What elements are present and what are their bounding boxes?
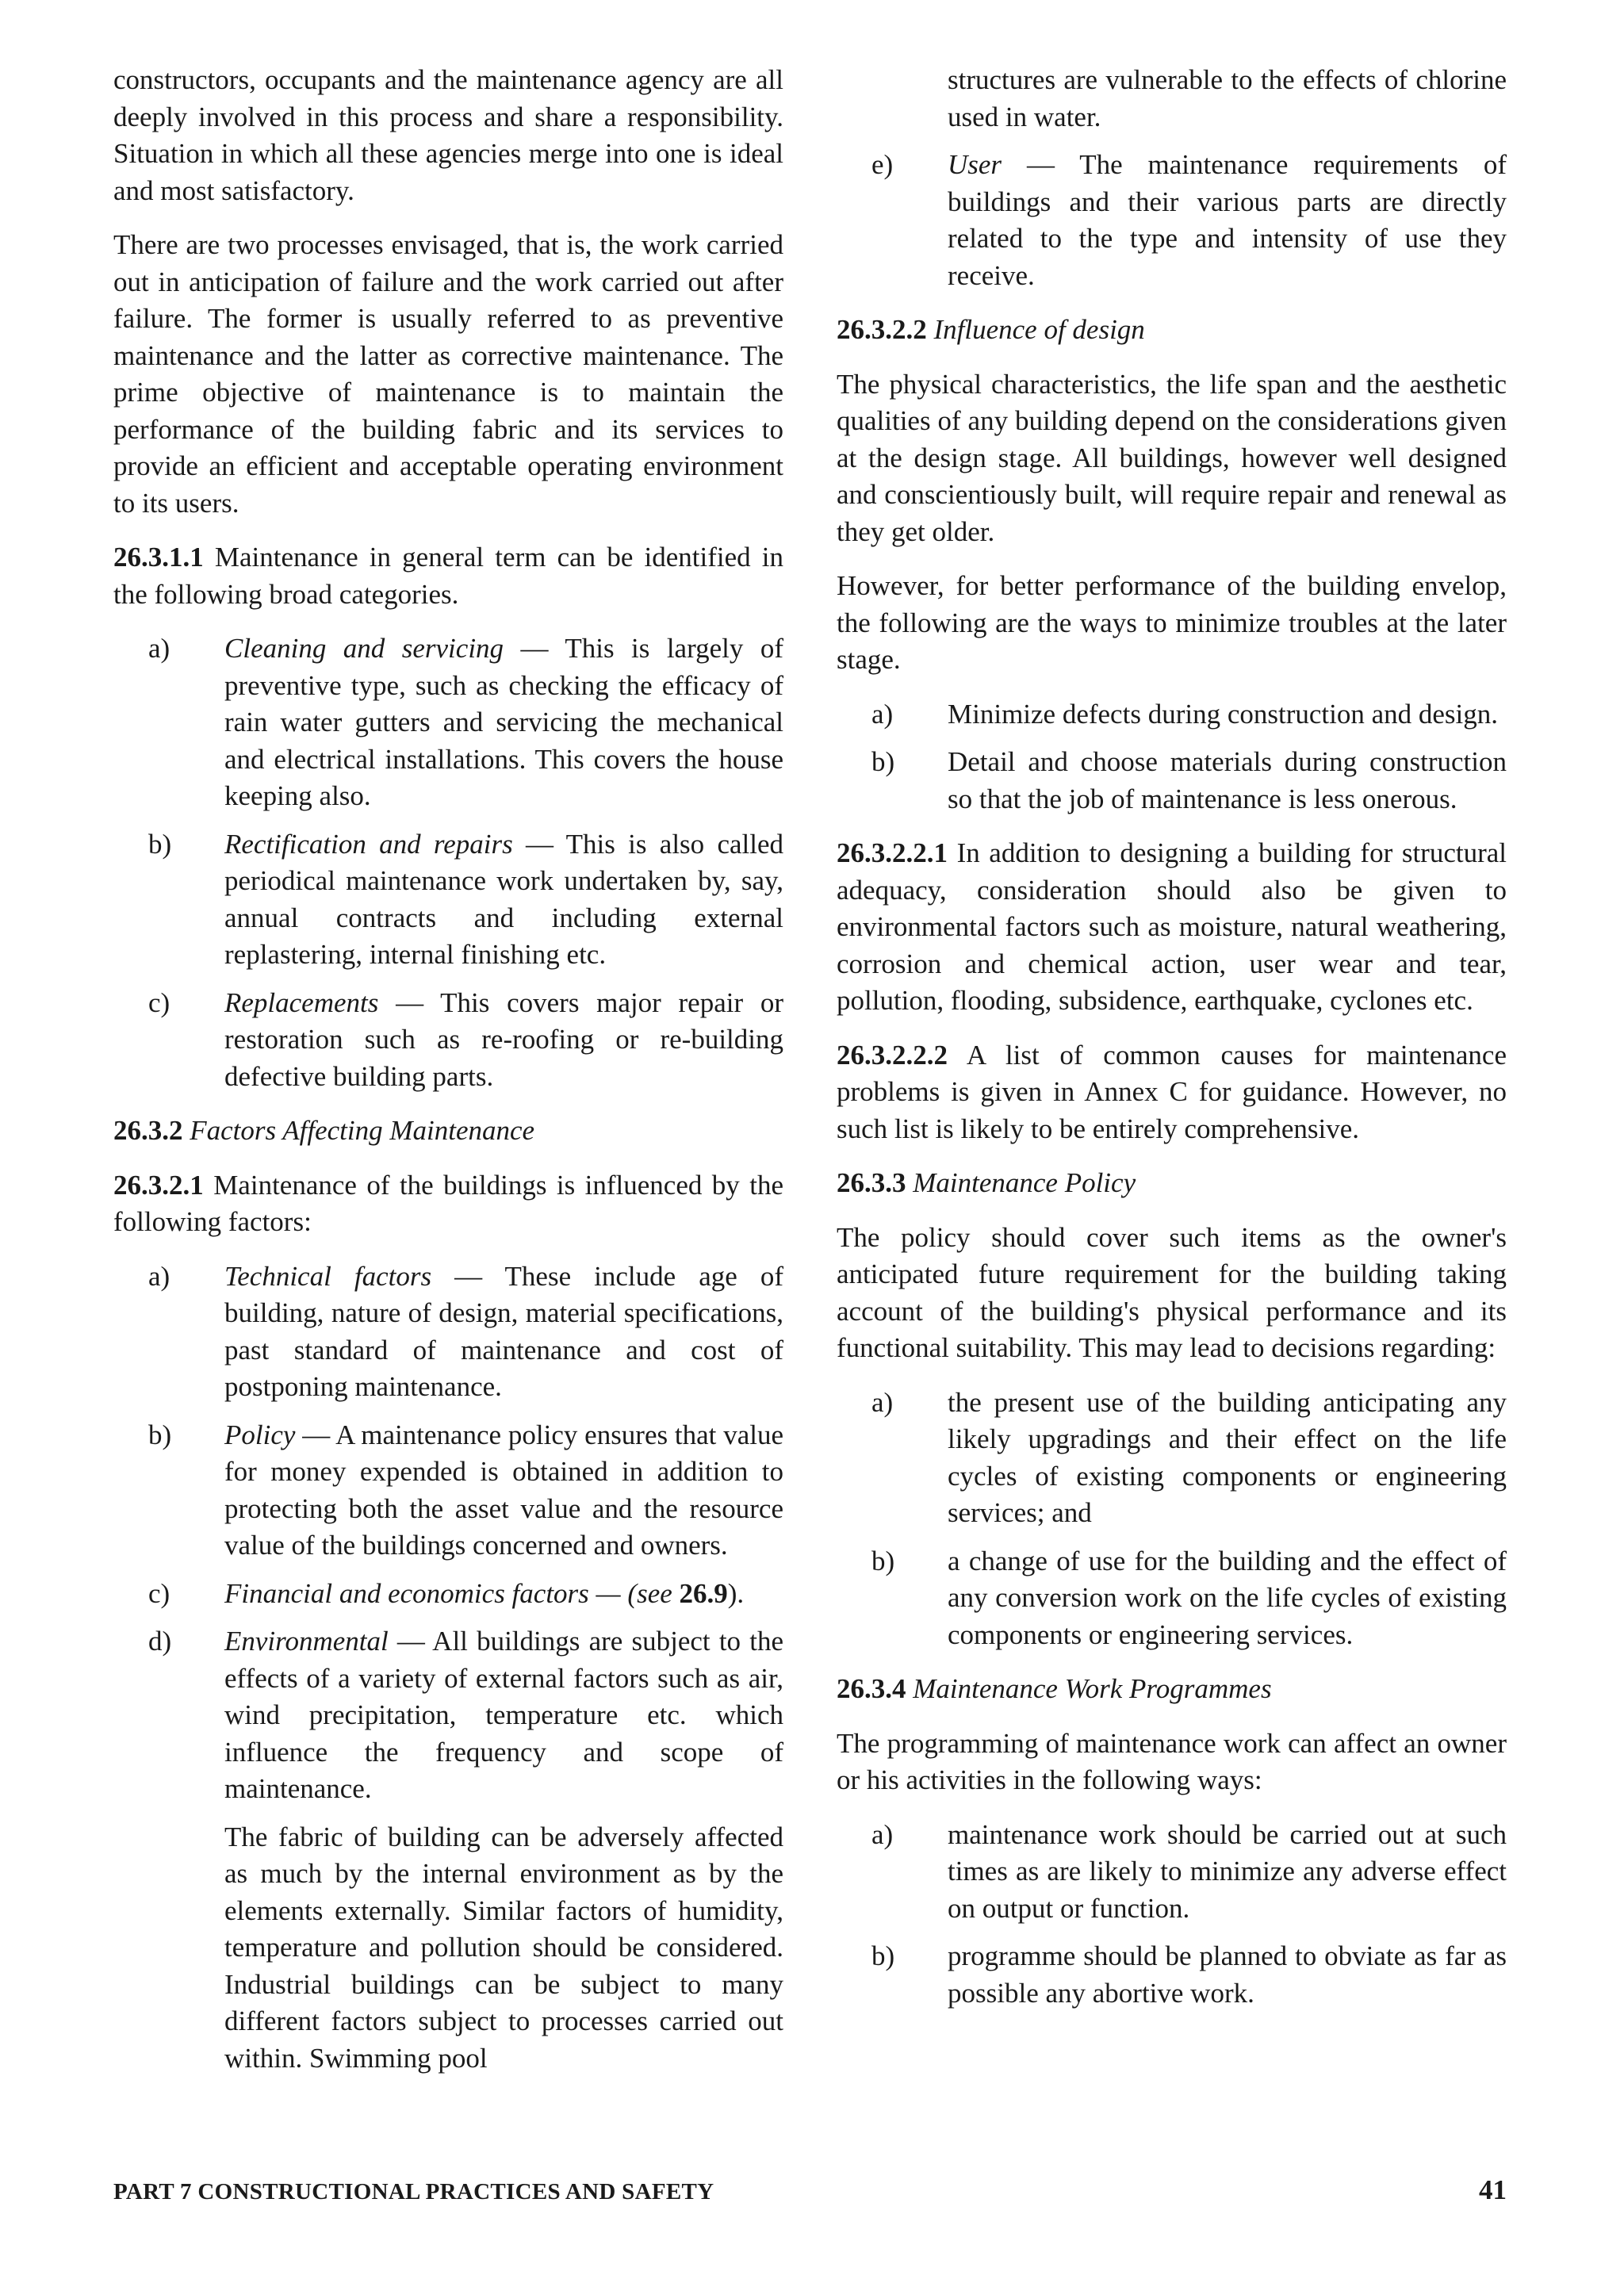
section-number: 26.3.2 [113, 1115, 183, 1146]
clause-text: Maintenance in general term can be identified in the following broad categories. [113, 542, 783, 610]
list-item [113, 1258, 783, 1406]
item-lead: Technical factors [224, 1260, 432, 1292]
item-text: — A maintenance policy ensures that value for money expended is obtained in addition to protecting both the asset value and the resource value of the buildings concerned and owners. [224, 1419, 783, 1561]
item-lead: User [948, 149, 1002, 180]
item-marker: d) [148, 1626, 172, 1657]
item-marker: b) [148, 1419, 172, 1450]
item-lead: Policy [224, 1419, 296, 1450]
item-text: — (see [588, 1577, 680, 1609]
item-marker: e) [871, 149, 894, 180]
item-marker: a) [871, 1818, 894, 1850]
list-item [837, 1543, 1507, 1654]
item-lead: Replacements [224, 986, 379, 1018]
section-title: Maintenance Policy [913, 1167, 1136, 1198]
item-text: ). [727, 1577, 745, 1609]
item-marker: b) [148, 828, 172, 860]
item-marker: b) [871, 1545, 895, 1576]
item-text: a change of use for the building and the effect of any conversion work on the life cycles of existing components or engineering services. [948, 1545, 1507, 1650]
item-marker: c) [148, 986, 170, 1018]
item-text: Detail and choose materials during construction so that the job of maintenance is less onerous. [948, 746, 1507, 814]
item-text: programme should be planned to obviate as far as possible any abortive work. [948, 1940, 1507, 2009]
item-lead: Environmental [224, 1626, 389, 1657]
clause-number: 26.3.2.1 [113, 1169, 204, 1201]
paragraph: There are two processes envisaged, that is, the work carried out in anticipation of failure and the work carried out after failure. The former is usually referred to as preventive maintenance and the latter as corrective maintenance. The prime objective of maintenance is to maintain the performance of the building fabric and its services to provide an efficient and acceptable operating environment to its users. [113, 229, 783, 519]
item-marker: a) [871, 1386, 894, 1418]
list-item [837, 744, 1507, 818]
list-item [837, 1817, 1507, 1928]
item-lead: Financial and economics factors [224, 1577, 589, 1609]
clause-number: 26.3.2.2.1 [837, 837, 948, 868]
list-item [113, 630, 783, 815]
clause-26-3-2-2-2 [837, 1037, 1507, 1148]
clause-text: In addition to designing a building for structural adequacy, consideration should also be given to environmental factors such as moisture, natural weathering, corrosion and chemical action, user wear and tear, pollution, flooding, subsidence, earthquake, cyclones etc. [837, 837, 1507, 1016]
paragraph: The programming of maintenance work can affect an owner or his activities in the following ways: [837, 1727, 1507, 1795]
right-column [837, 62, 1507, 2029]
item-marker: c) [148, 1577, 170, 1609]
section-title: Factors Affecting Maintenance [190, 1115, 535, 1146]
paragraph: constructors, occupants and the maintenance agency are all deeply involved in this process and share a responsibility. Situation in which all these agencies merge into one is ideal and most satisfactory. [113, 64, 783, 206]
item-marker: b) [871, 746, 895, 777]
clause-26-3-2-1 [113, 1167, 783, 1241]
left-column [113, 62, 783, 2094]
item-text: — All buildings are subject to the effects of a variety of external factors such as air, wind precipitation, temperature etc. which influence the frequency and scope of maintenance. [224, 1626, 783, 1804]
clause-26-3-2-2-1 [837, 835, 1507, 1020]
item-text: — This is largely of preventive type, such as checking the efficacy of rain water gutters and servicing the mechanical and electrical installations. This covers the house keeping also. [224, 633, 783, 811]
item-text: — This covers major repair or restoration such as re-roofing or re-building defective building parts. [224, 986, 783, 1092]
list-item [837, 1938, 1507, 2012]
clause-text: Maintenance of the buildings is influenced by the following factors: [113, 1169, 783, 1237]
section-heading-26-3-3 [837, 1165, 1507, 1202]
clause-26-3-1-1 [113, 539, 783, 613]
section-number: 26.3.3 [837, 1167, 906, 1198]
list-item [113, 985, 783, 1096]
list-item-continuation: The fabric of building can be adversely affected as much by the internal environment as by the elements externally. Similar factors of humidity, temperature and pollution should be considered. Industrial buildings can be subject to many different factors subject to processes carried out within. Swimming pool [224, 1821, 783, 2074]
item-marker: a) [148, 633, 170, 664]
clause-number: 26.3.2.2.2 [837, 1039, 948, 1071]
factor-list-continued [837, 147, 1507, 294]
running-footer: PART 7 CONSTRUCTIONAL PRACTICES AND SAFETY [113, 2179, 714, 2204]
list-item [113, 1576, 783, 1613]
list-item [113, 826, 783, 974]
item-text: — These include age of building, nature of design, material specifications, past standard of maintenance and cost of postponing maintenance. [224, 1260, 783, 1402]
item-text: the present use of the building anticipating any likely upgradings and their effect on the life cycles of existing components or engineering services; and [948, 1386, 1507, 1528]
list-item-continuation: structures are vulnerable to the effects of chlorine used in water. [948, 64, 1507, 132]
section-number: 26.3.2.2 [837, 314, 927, 345]
list-item [837, 147, 1507, 294]
ways-list [837, 696, 1507, 818]
list-item [837, 696, 1507, 734]
list-item [113, 1623, 783, 1808]
paragraph: The policy should cover such items as the owner's anticipated future requirement for the building taking account of the building's physical performance and its functional suitability. This may lead to decisions regarding: [837, 1221, 1507, 1363]
factor-list [113, 1258, 783, 2078]
section-title: Influence of design [933, 314, 1145, 345]
item-lead: Rectification and repairs [224, 828, 513, 860]
section-heading-26-3-2 [113, 1113, 783, 1150]
category-list [113, 630, 783, 1095]
page-number: 41 [1479, 2174, 1507, 2205]
clause-number: 26.3.1.1 [113, 542, 204, 573]
item-text: maintenance work should be carried out at such times as are likely to minimize any adverse effect on output or function. [948, 1818, 1507, 1924]
section-title: Maintenance Work Programmes [913, 1673, 1272, 1704]
item-text: — The maintenance requirements of buildings and their various parts are directly related to the type and intensity of use they receive. [948, 149, 1507, 291]
programme-list [837, 1817, 1507, 2013]
paragraph: The physical characteristics, the life span and the aesthetic qualities of any building depend on the considerations given at the design stage. All buildings, however well designed and conscientiously built, will require repair and renewal as they get older. [837, 368, 1507, 547]
section-heading-26-3-4 [837, 1671, 1507, 1708]
item-marker: a) [148, 1260, 170, 1292]
cross-reference: 26.9 [679, 1577, 728, 1609]
list-item [837, 1385, 1507, 1532]
paragraph: However, for better performance of the building envelop, the following are the ways to minimize troubles at the later stage. [837, 570, 1507, 675]
section-heading-26-3-2-2 [837, 312, 1507, 349]
item-lead: Cleaning and servicing [224, 633, 504, 664]
list-item [113, 1417, 783, 1565]
clause-text: A list of common causes for maintenance problems is given in Annex C for guidance. However, no such list is likely to be entirely comprehensive. [837, 1039, 1507, 1144]
item-text: — This is also called periodical maintenance work undertaken by, say, annual contracts and including external replastering, internal finishing etc. [224, 828, 783, 970]
item-marker: b) [871, 1940, 895, 1971]
item-text: Minimize defects during construction and design. [948, 698, 1499, 730]
section-number: 26.3.4 [837, 1673, 906, 1704]
policy-list [837, 1385, 1507, 1654]
item-marker: a) [871, 698, 894, 730]
